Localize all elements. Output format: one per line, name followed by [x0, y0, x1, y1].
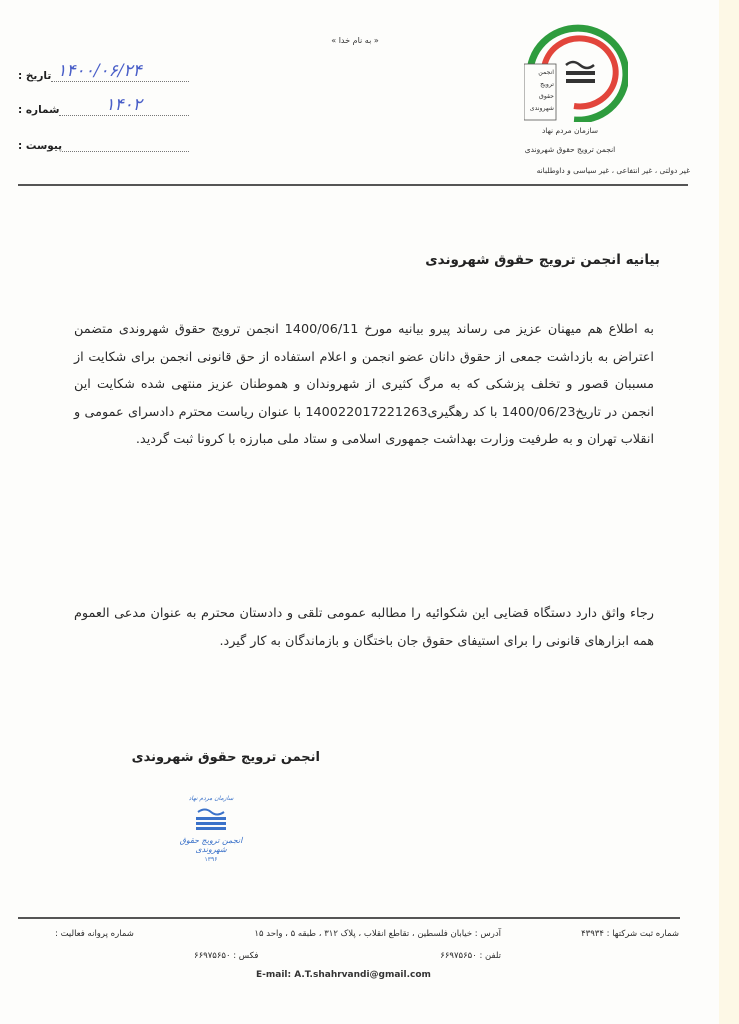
- stamp-name-text: انجمن ترویج حقوق شهروندی: [179, 836, 243, 854]
- logo-text-line: انجمن: [538, 69, 554, 76]
- footer-address: آدرس : خیابان فلسطین ، تقاطع انقلاب ، پلاک ۳۱۲ ، طبقه ۵ ، واحد ۱۵: [254, 929, 501, 939]
- paragraph-text: به اطلاع هم میهنان عزیز می رساند پیرو بیانیه مورخ 1400/06/11 انجمن ترویج حقوق شهروندی متضمن اعتراض به بازداشت جمعی از حقوق دانان عضو انجمن و اعلام استفاده از حق قانونی انجمن برای شکایت از مسببان قصور و تخلف پزشکی که به مرگ کثیری از شهروندان و هموطنان عزیز منتهی شده شکایت این انجمن در تاریخ1400/06/23 با کد رهگیری140022017221263 با عنوان ریاست محترم دادسرای عمومی و انقلاب تهران و به طرفیت وزارت بهداشت جمهوری اسلامی و ستاد ملی مبارزه با کرونا ثبت گردید.: [74, 322, 654, 448]
- attachment-field: [14, 132, 189, 152]
- date-field: [14, 62, 189, 82]
- header-divider: [18, 184, 688, 186]
- footer-fax: فکس : ۶۶۹۷۵۶۵۰: [194, 951, 259, 961]
- stamp-wave-icon: [194, 807, 228, 833]
- logo-text-line: حقوق: [539, 93, 554, 100]
- attachment-label: پیوست :: [18, 140, 63, 152]
- logo-bar-2: [566, 79, 595, 83]
- stamp-year: ۱۳۹۶: [204, 856, 218, 863]
- date-label: تاریخ :: [18, 70, 52, 82]
- stamp-top-text: سازمان مردم نهاد: [188, 795, 234, 802]
- org-type: سازمان مردم نهاد: [541, 126, 599, 135]
- paragraph-text: رجاء واثق دارد دستگاه قضایی این شکوائیه را مطالبه عمومی تلقی و دادستان محترم به عنوان مدعی العموم همه ابزارهای قانونی را برای استیفای حقوق جان باختگان و بازماندگان به کار گیرد.: [74, 606, 654, 649]
- paper-edge-strip: [719, 0, 739, 1024]
- org-description: غیر دولتی ، غیر انتفاعی ، غیر سیاسی و داوطلبانه: [536, 166, 690, 175]
- logo-text-line: ترویج: [540, 81, 554, 88]
- statement-paragraph-1: [74, 316, 654, 454]
- footer-license: شماره پروانه فعالیت :: [55, 929, 134, 939]
- statement-title: بیانیه انجمن ترویج حقوق شهروندی: [425, 252, 660, 268]
- signature-organization: انجمن ترویج حقوق شهروندی: [131, 750, 320, 765]
- footer-divider: [18, 917, 680, 919]
- date-dotted-line: [51, 61, 189, 82]
- number-field: [14, 96, 189, 116]
- date-handwritten-value: ۱۴۰۰/۰۶/۲۴: [57, 61, 142, 81]
- organization-logo: [524, 24, 628, 122]
- footer-phone: تلفن : ۶۶۹۷۵۶۵۰: [440, 951, 501, 961]
- bismillah-heading: « به نام خدا »: [331, 36, 379, 45]
- logo-text-line: شهروندی: [529, 105, 554, 112]
- statement-paragraph-2: [74, 600, 654, 655]
- footer-email-link[interactable]: E-mail: A.T.shahrvandi@gmail.com: [256, 970, 431, 980]
- number-dotted-line: [59, 95, 189, 116]
- organization-stamp: [176, 795, 246, 875]
- number-label: شماره :: [18, 104, 60, 116]
- org-name: انجمن ترویج حقوق شهروندی: [524, 145, 616, 154]
- number-handwritten-value: ۱۴۰۲: [105, 95, 142, 115]
- attachment-dotted-line: [62, 139, 189, 152]
- footer-registration: شماره ثبت شرکتها : ۴۳۹۳۴: [581, 929, 679, 939]
- logo-text: [526, 67, 554, 115]
- logo-bar-1: [566, 71, 595, 75]
- logo-wave-symbol: [566, 62, 594, 68]
